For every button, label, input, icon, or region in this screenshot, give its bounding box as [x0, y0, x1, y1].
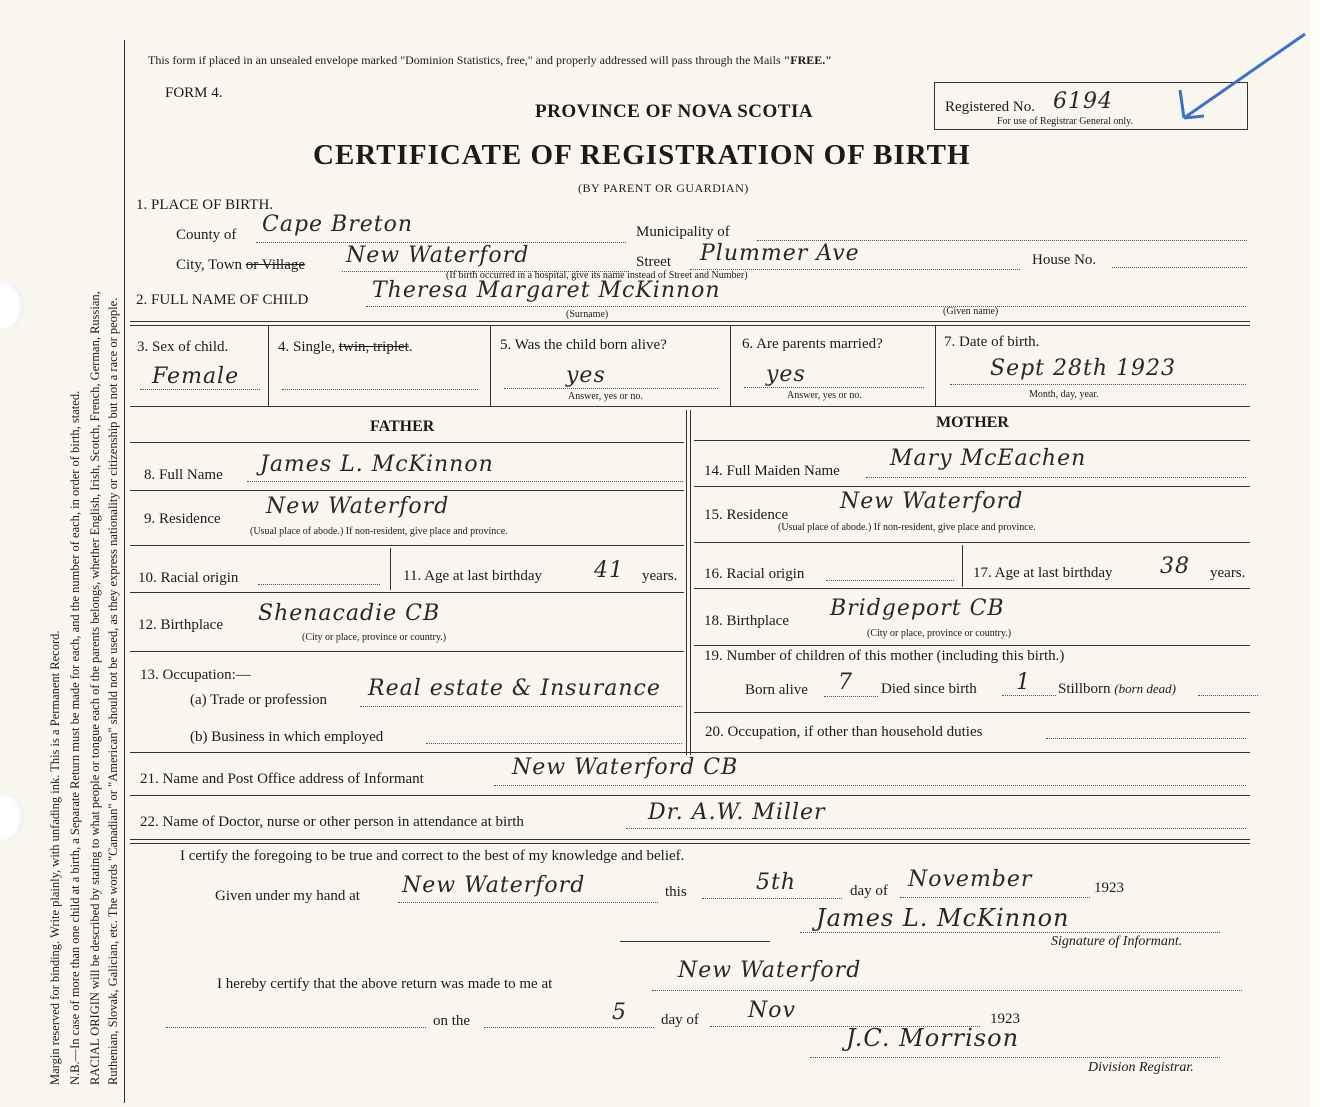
house-number-label: House No.: [1032, 252, 1097, 268]
form-number: FORM 4.: [165, 85, 223, 101]
page-title: CERTIFICATE OF REGISTRATION OF BIRTH: [313, 139, 971, 171]
father-race-label: 10. Racial origin: [138, 570, 239, 586]
given-name-note: (Given name): [943, 306, 999, 317]
date-of-birth-value: Sept 28th 1923: [990, 356, 1176, 381]
date-of-birth-label: 7. Date of birth.: [944, 334, 1040, 350]
born-alive-count-value: 7: [838, 670, 853, 695]
father-heading: FATHER: [370, 418, 435, 435]
father-residence-label: 9. Residence: [144, 511, 221, 527]
return-place-value: New Waterford: [678, 958, 862, 983]
signature-label: Signature of Informant.: [1051, 934, 1183, 949]
born-alive-label: 5. Was the child born alive?: [500, 337, 667, 353]
on-the-label: on the: [433, 1013, 471, 1029]
mother-name-value: Mary McEachen: [890, 446, 1087, 471]
father-trade-label: (a) Trade or profession: [190, 692, 328, 708]
registrar-signature: J.C. Morrison: [846, 1024, 1020, 1052]
father-name-value: James L. McKinnon: [260, 452, 494, 477]
father-occupation-label: 13. Occupation:—: [140, 667, 251, 683]
mother-race-label: 16. Racial origin: [704, 566, 805, 582]
registered-number: 6194: [1053, 89, 1113, 114]
year-value-2: 1923: [990, 1011, 1020, 1027]
on-month-value: Nov: [748, 998, 796, 1023]
date-of-birth-note: Month, day, year.: [1029, 389, 1099, 400]
city-value: New Waterford: [346, 243, 530, 268]
mother-birthplace-value: Bridgeport CB: [830, 596, 1005, 621]
stillborn-label: Stillborn (born dead): [1058, 681, 1177, 697]
certify-statement: I certify the foregoing to be true and correct to the best of my knowledge and belief.: [180, 848, 685, 864]
city-label: City, Town or Village: [176, 257, 306, 273]
mother-heading: MOTHER: [936, 414, 1009, 431]
father-business-label: (b) Business in which employed: [190, 729, 384, 745]
mother-age-unit: years.: [1210, 565, 1246, 581]
street-label: Street: [636, 254, 671, 270]
province-heading: PROVINCE OF NOVA SCOTIA: [535, 101, 814, 122]
year-value: 1923: [1094, 880, 1124, 896]
father-residence-note: (Usual place of abode.) If non-resident, give place and province.: [250, 526, 508, 537]
single-label: 4. Single, twin, triplet.: [278, 339, 413, 355]
binder-hole-bottom: [0, 793, 24, 841]
mother-residence-value: New Waterford: [840, 489, 1024, 514]
on-day-value: 5: [612, 1000, 627, 1025]
given-at-value: New Waterford: [402, 873, 586, 898]
margin-note-multiple-births: N.B.—In case of more than one child at a birth, a Separate Return must be made for each, and the number of each, in order of birth, stated.: [68, 390, 82, 1085]
informant-signature: James L. McKinnon: [816, 904, 1070, 932]
mother-age-value: 38: [1160, 554, 1190, 579]
mail-notice: This form if placed in an unsealed envelope marked "Dominion Statistics, free," and properly addressed will pass through the Mails "FREE.": [148, 53, 832, 67]
died-since-birth-label: Died since birth: [881, 681, 977, 697]
registered-label: Registered No.: [945, 99, 1035, 115]
registrar-note: For use of Registrar General only.: [997, 116, 1133, 127]
child-name-value: Theresa Margaret McKinnon: [372, 278, 721, 303]
parents-married-value: yes: [766, 362, 806, 387]
municipality-label: Municipality of: [636, 224, 730, 240]
mother-age-label: 17. Age at last birthday: [973, 565, 1113, 581]
county-value: Cape Breton: [262, 212, 414, 237]
street-value: Plummer Ave: [700, 241, 860, 266]
hospital-note: (If birth occurred in a hospital, give its name instead of Street and Number): [446, 270, 748, 281]
informant-value: New Waterford CB: [512, 755, 739, 780]
informant-label: 21. Name and Post Office address of Informant: [140, 771, 424, 787]
died-since-birth-value: 1: [1016, 670, 1031, 695]
father-birthplace-value: Shenacadie CB: [258, 601, 441, 626]
margin-note-binding: Margin reserved for binding. Write plainly, with unfading ink. This is a Permanent Record.: [48, 630, 62, 1085]
surname-note: (Surname): [566, 309, 609, 320]
mother-residence-label: 15. Residence: [704, 507, 789, 523]
mother-birthplace-note: (City or place, province or country.): [867, 628, 1012, 639]
binder-hole-top: [0, 282, 24, 330]
born-alive-count-label: Born alive: [745, 682, 808, 698]
blue-check-mark: [1170, 30, 1310, 130]
this-label: this: [665, 884, 687, 900]
return-label: I hereby certify that the above return was made to me at: [217, 976, 553, 992]
father-birthplace-note: (City or place, province or country.): [302, 632, 447, 643]
sex-value: Female: [152, 364, 240, 389]
mother-residence-note: (Usual place of abode.) If non-resident, give place and province.: [778, 522, 1036, 533]
month-value: November: [908, 867, 1033, 892]
day-value: 5th: [756, 870, 797, 895]
parents-married-label: 6. Are parents married?: [742, 336, 883, 352]
sex-label: 3. Sex of child.: [137, 339, 229, 355]
margin-note-racial-origin: RACIAL ORIGIN will be described by stating to what people or tongue each of the parents belongs, whether English, Irish, Scotch, French, German, Russian,: [88, 291, 102, 1085]
father-age-unit: years.: [642, 568, 678, 584]
parents-married-note: Answer, yes or no.: [787, 390, 862, 401]
mother-birthplace-label: 18. Birthplace: [704, 613, 789, 629]
county-label: County of: [176, 227, 237, 243]
margin-note-racial-origin-cont: Ruthenian, Slovak, Galician, etc. The words "Canadian" or "American" should not be used, as they express nationality or citizenship but not a race or people.: [106, 297, 120, 1085]
born-alive-note: Answer, yes or no.: [568, 391, 643, 402]
born-alive-value: yes: [566, 363, 606, 388]
division-registrar-label: Division Registrar.: [1088, 1060, 1194, 1075]
mother-children-label: 19. Number of children of this mother (including this birth.): [704, 648, 1065, 664]
given-at-label: Given under my hand at: [215, 888, 360, 904]
child-name-label: 2. FULL NAME OF CHILD: [136, 292, 309, 308]
father-residence-value: New Waterford: [266, 494, 450, 519]
mother-name-label: 14. Full Maiden Name: [704, 463, 840, 479]
day-of-label-2: day of: [661, 1012, 699, 1028]
doctor-label: 22. Name of Doctor, nurse or other person in attendance at birth: [140, 814, 524, 830]
margin-rule: [124, 40, 125, 1103]
place-of-birth-label: 1. PLACE OF BIRTH.: [136, 197, 274, 213]
father-trade-value: Real estate & Insurance: [368, 676, 661, 701]
mother-occupation-label: 20. Occupation, if other than household duties: [705, 724, 983, 740]
page-subtitle: (BY PARENT OR GUARDIAN): [578, 181, 749, 195]
day-of-label: day of: [850, 883, 888, 899]
doctor-value: Dr. A.W. Miller: [648, 800, 826, 825]
father-age-value: 41: [594, 558, 624, 583]
father-birthplace-label: 12. Birthplace: [138, 617, 223, 633]
father-name-label: 8. Full Name: [144, 467, 223, 483]
father-age-label: 11. Age at last birthday: [403, 568, 542, 584]
